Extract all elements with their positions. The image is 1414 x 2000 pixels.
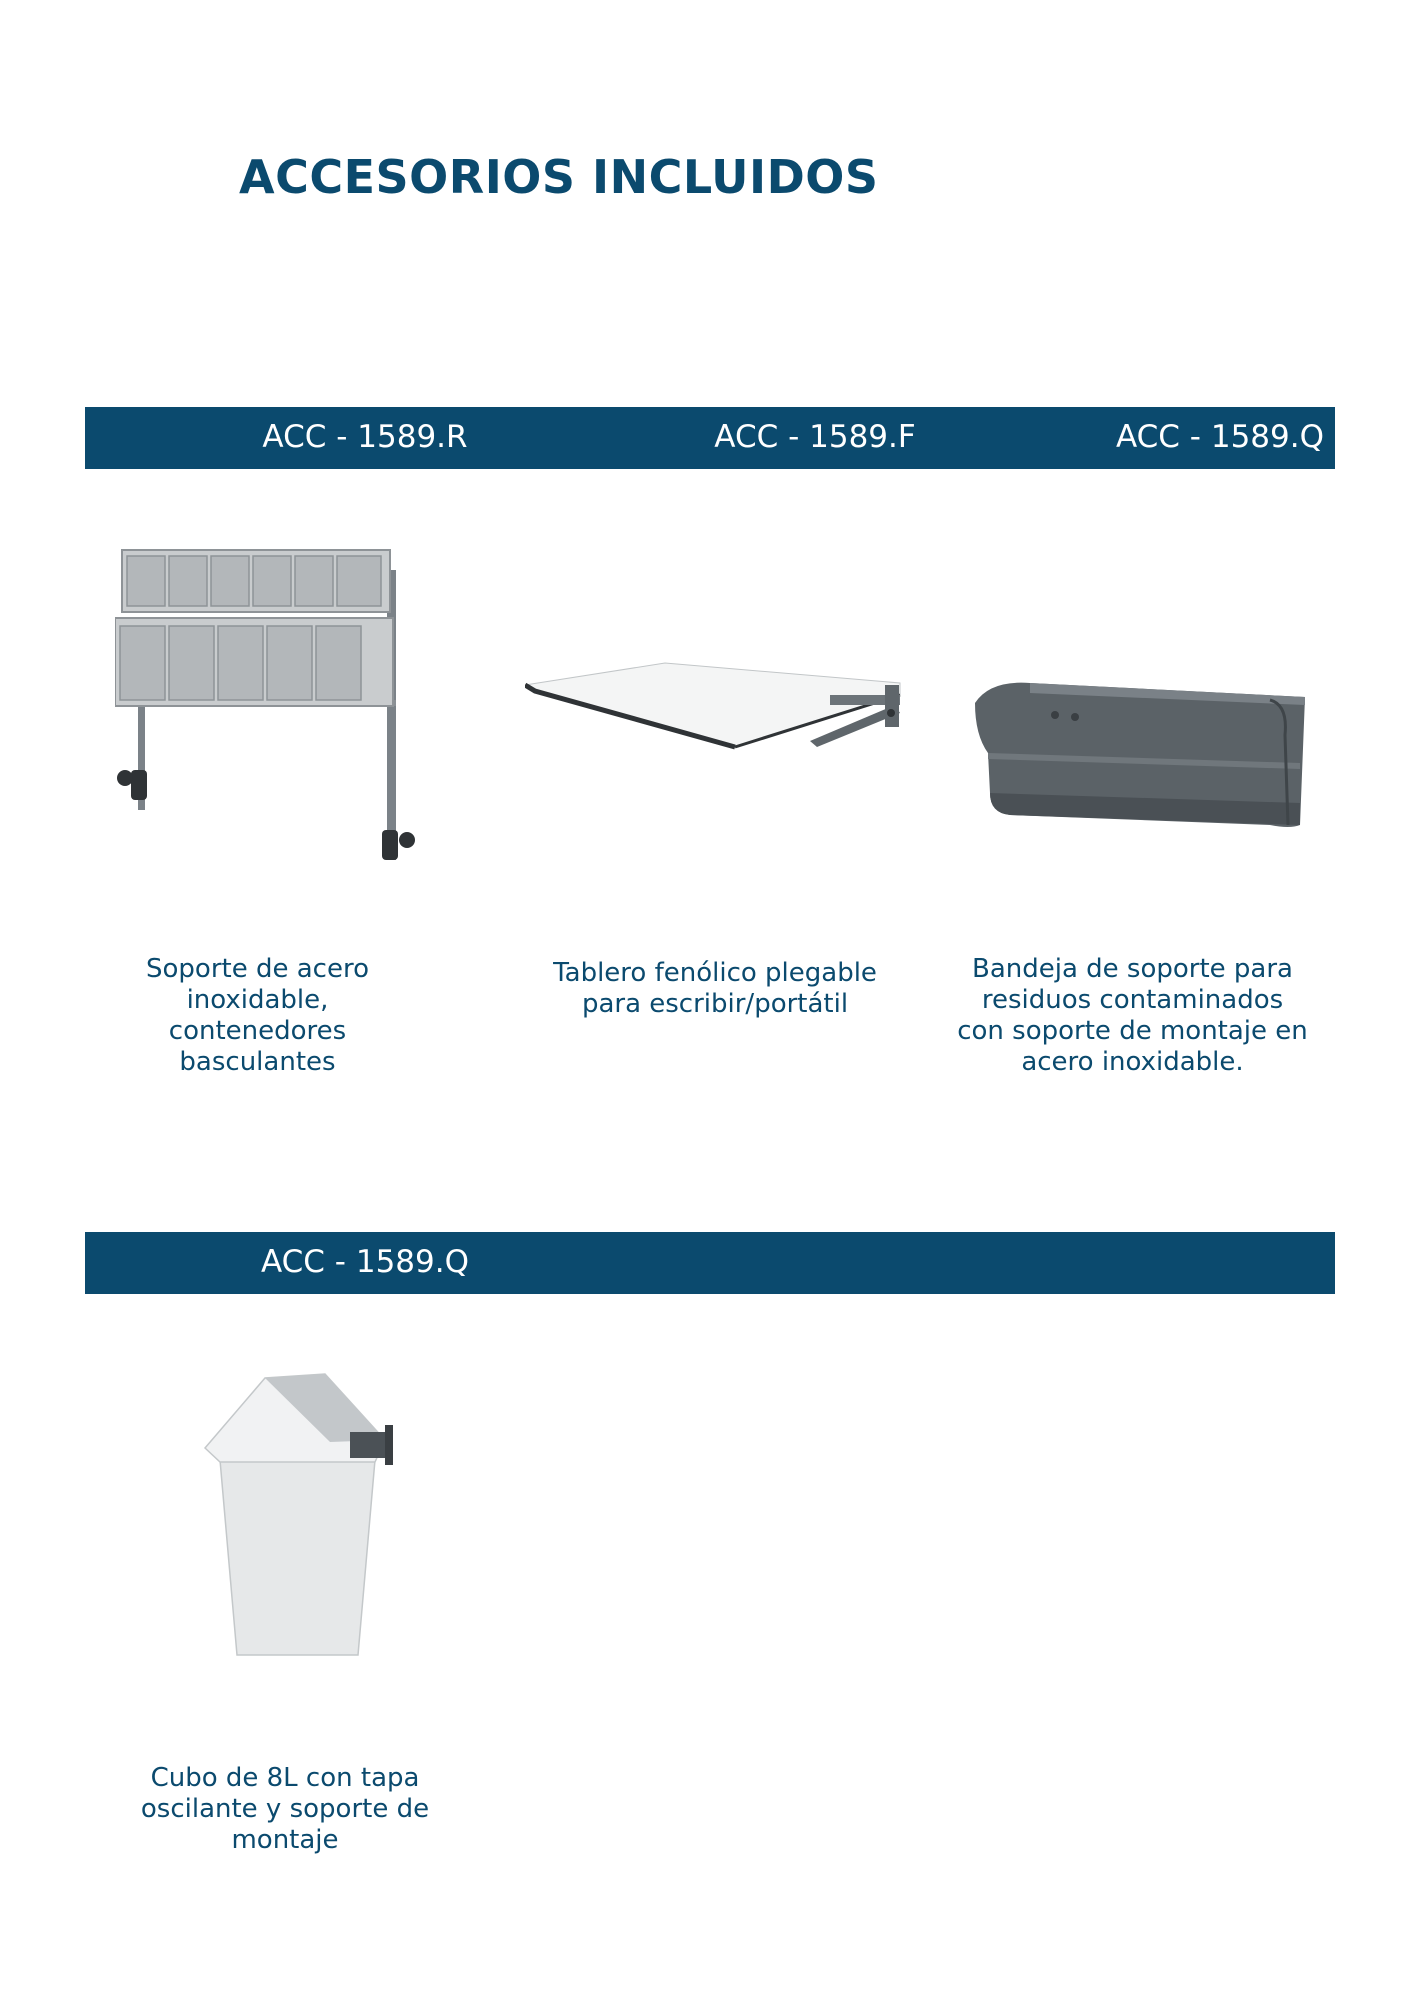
product-code-band-1 xyxy=(85,407,1335,469)
product-description: Cubo de 8L con tapa oscilante y soporte de montaje xyxy=(140,1763,430,1855)
product-code-label: ACC - 1589.R xyxy=(262,419,468,455)
product-description: Bandeja de soporte para residuos contaminados con soporte de montaje en acero inoxidable. xyxy=(957,954,1308,1077)
tilt-bin-rack-image xyxy=(115,540,425,870)
support-tray-image xyxy=(970,675,1310,835)
swing-lid-bin-image xyxy=(200,1370,395,1660)
product-code-label: ACC - 1589.Q xyxy=(1116,419,1324,455)
product-description: Soporte de acero inoxidable, contenedores basculantes xyxy=(146,954,369,1077)
product-code-band-2 xyxy=(85,1232,1335,1294)
product-code-label: ACC - 1589.F xyxy=(714,419,916,455)
product-description: Tablero fenólico plegable para escribir/portátil xyxy=(553,958,877,1019)
page-title: ACCESORIOS INCLUIDOS xyxy=(239,150,879,204)
product-code-label: ACC - 1589.Q xyxy=(261,1244,469,1280)
folding-table-image xyxy=(525,655,905,755)
